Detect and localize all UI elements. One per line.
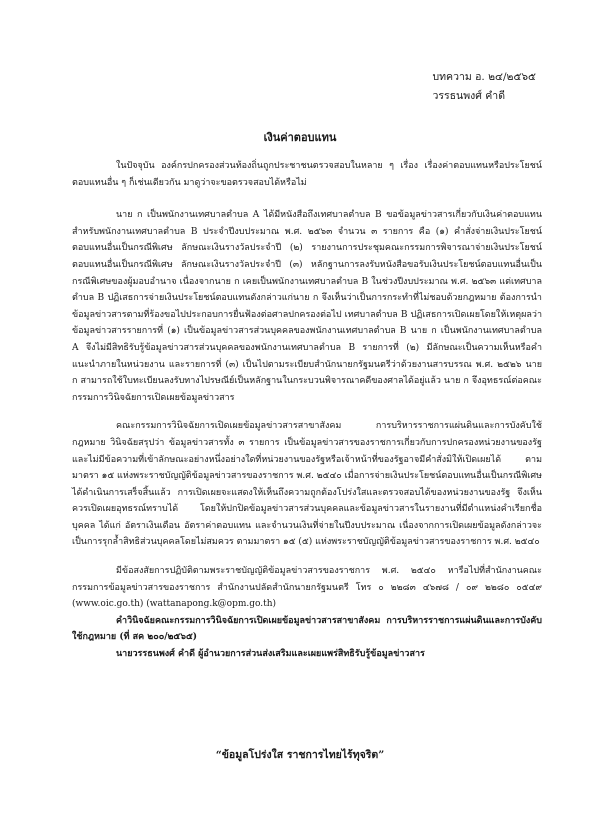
article-body	[72, 158, 542, 663]
facts-paragraph: นาย ก เป็นพนักงานเทศบาลตำบล A ได้มีหนังสือถึงเทศบาลตำบล B ขอข้อมูลข่าวสารเกี่ยวกับเงินค่าตอบแทน สำหรับพนักงานเทศบาลตำบล B ประจำปีงบประมาณ พ.ศ. ๒๕๖๓ จำนวน ๓ รายการ คือ (๑) คำสั่งจ่ายเงินประโยชน์ตอบแทนอื่นเป็นกรณีพิเศษ ลักษณะเงินรางวัลประจำปี (๒) รายงานการประชุมคณะกรรมการพิจารณาจ่ายเงินประโยชน์ตอบแทนอื่นเป็นกรณีพิเศษ ลักษณะเงินรางวัลประจำปี (๓) หลักฐานการลงรับหนังสือขอรับเงินประโยชน์ตอบแทนอื่นเป็นกรณีพิเศษของผู้มอบอำนาจ เนื่องจากนาย ก เคยเป็นพนักงานเทศบาลตำบล B ในช่วงปีงบประมาณ พ.ศ. ๒๕๖๓ แต่เทศบาลตำบล B ปฏิเสธการจ่ายเงินประโยชน์ตอบแทนดังกล่าวแก่นาย ก จึงเห็นว่าเป็นการกระทำที่ไม่ชอบด้วยกฎหมาย ต้องการนำข้อมูลข่าวสารตามที่ร้องขอไปประกอบการยื่นฟ้องต่อศาลปกครองต่อไป เทศบาลตำบล B ปฏิเสธการเปิดเผยโดยให้เหตุผลว่า ข้อมูลข่าวสารรายการที่ (๑) เป็นข้อมูลข่าวสารส่วนบุคคลของพนักงานเทศบาลตำบล B นาย ก เป็นพนักงานเทศบาลตำบล A จึงไม่มีสิทธิรับรู้ข้อมูลข่าวสารส่วนบุคคลของพนักงานเทศบาลตำบล B รายการที่ (๒) มีลักษณะเป็นความเห็นหรือคำแนะนำภายในหน่วยงาน และรายการที่ (๓) เป็นไปตามระเบียบสำนักนายกรัฐมนตรีว่าด้วยงานสารบรรณ พ.ศ. ๒๕๒๖ นาย ก สามารถใช้ใบทะเบียนลงรับทางไปรษณีย์เป็นหลักฐานในกระบวนพิจารณาคดีของศาลได้อยู่แล้ว นาย ก จึงอุทธรณ์ต่อคณะกรรมการวินิจฉัยการเปิดเผยข้อมูลข่าวสาร	[72, 210, 542, 403]
article-number: บทความ อ. ๒๔/๒๕๖๕	[432, 71, 536, 83]
article-title: เงินค่าตอบแทน	[263, 131, 337, 144]
intro-paragraph: ในปัจจุบัน องค์กรปกครองส่วนท้องถิ่นถูกประชาชนตรวจสอบในหลาย ๆ เรื่อง เรื่องค่าตอบแทนหรือประโยชน์ตอบแทนอื่น ๆ ก็เช่นเดียวกัน มาดูว่าจะขอตรวจสอบได้หรือไม่	[72, 161, 542, 188]
ruling-paragraph: คณะกรรมการวินิจฉัยการเปิดเผยข้อมูลข่าวสารสาขาสังคม การบริหารราชการแผ่นดินและการบังคับใช้กฎหมาย วินิจฉัยสรุปว่า ข้อมูลข่าวสารทั้ง ๓ รายการ เป็นข้อมูลข่าวสารของราชการเกี่ยวกับการปกครองหน่วยงานของรัฐ และไม่มีข้อความที่เข้าลักษณะอย่างหนึ่งอย่างใดที่หน่วยงานของรัฐหรือเจ้าหน้าที่ของรัฐอาจมีคำสั่งมิให้เปิดเผยได้ ตามมาตรา ๑๕ แห่งพระราชบัญญัติข้อมูลข่าวสารของราชการ พ.ศ. ๒๕๔๐ เมื่อการจ่ายเงินประโยชน์ตอบแทนอื่นเป็นกรณีพิเศษได้ดำเนินการเสร็จสิ้นแล้ว การเปิดเผยจะแสดงให้เห็นถึงความถูกต้องโปร่งใสและตรวจสอบได้ของหน่วยงานของรัฐ จึงเห็นควรเปิดเผยอุทธรณ์ทราบได้ โดยให้ปกปิดข้อมูลข่าวสารส่วนบุคคลและข้อมูลข่าวสารในรายงานที่มีตำแหน่งคำเรียกชื่อบุคคล ได้แก่ อัตราเงินเดือน อัตราค่าตอบแทน และจำนวนเงินที่จ่ายในปีงบประมาณ เนื่องจากการเปิดเผยข้อมูลดังกล่าวจะเป็นการรุกล้ำสิทธิส่วนบุคคลโดยไม่สมควร ตามมาตรา ๑๕ (๕) แห่งพระราชบัญญัติข้อมูลข่าวสารของราชการ พ.ศ. ๒๕๔๐	[72, 421, 542, 548]
contact-paragraph: มีข้อสงสัยการปฏิบัติตามพระราชบัญญัติข้อมูลข่าวสารของราชการ พ.ศ. ๒๕๔๐ หารือไปที่สำนักงานคณะกรรมการข้อมูลข่าวสารของราชการ สำนักงานปลัดสำนักนายกรัฐมนตรี โทร ๐ ๒๒๘๓ ๔๖๗๘ / ๐๙ ๒๒๘๐ ๐๕๔๙ (www.oic.go.th) (wattanapong.k@opm.go.th)	[72, 566, 542, 610]
ruling-reference: คำวินิจฉัยคณะกรรมการวินิจฉัยการเปิดเผยข้อมูลข่าวสารสาขาสังคม การบริหารราชการแผ่นดินและการบังคับใช้กฎหมาย (ที่ สค ๒๐๐/๒๕๖๕)	[72, 615, 542, 643]
author-name: วรรธนพงศ์ คำดี	[432, 90, 506, 102]
slogan: “ข้อมูลโปร่งใส ราชการไทยไร้ทุจริต”	[215, 749, 385, 761]
document-header	[432, 68, 536, 106]
author-line: นายวรรธนพงศ์ คำดี ผู้อำนวยการส่วนส่งเสริมและเผยแพร่สิทธิรับรู้ข้อมูลข่าวสาร	[116, 649, 425, 660]
